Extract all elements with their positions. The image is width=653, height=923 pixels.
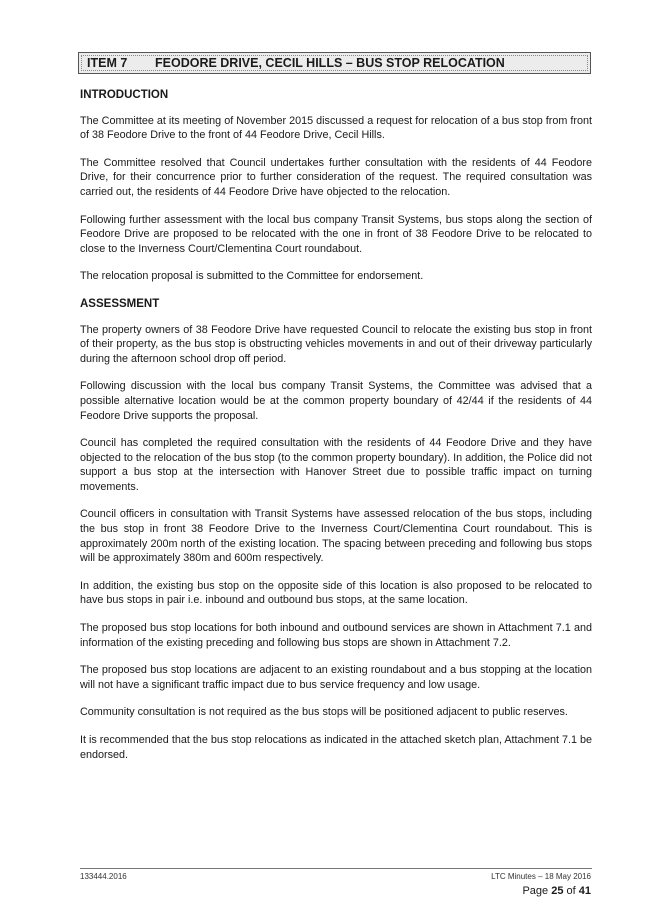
footer-reference: 133444.2016 [80,872,127,881]
document-body [80,88,592,775]
section-heading-introduction: INTRODUCTION [80,89,169,101]
paragraph: The Committee at its meeting of November 2015 discussed a request for relocation of a bus stop from front of 38 Feodore Drive to the front of 44 Feodore Drive, Cecil Hills. [80,114,592,142]
paragraph: Following further assessment with the local bus company Transit Systems, bus stops along the section of Feodore Drive are proposed to be relocated with the one in front of 38 Feodore Drive to be relocated to close to the Inverness Court/Clementina Court roundabout. [80,213,592,255]
section-heading-assessment: ASSESSMENT [80,297,160,310]
paragraph: Community consultation is not required as the bus stops will be positioned adjacent to public reserves. [80,706,568,719]
item-number: ITEM 7 [87,56,128,70]
page-prefix: Page [522,885,552,897]
paragraph: The relocation proposal is submitted to the Committee for endorsement. [80,270,424,283]
paragraph: Council officers in consultation with Transit Systems have assessed relocation of the bus stops, including the bus stop in front 38 Feodore Drive to the Inverness Court/Clementina Court roundabout. This is approximately 200m north of the existing location. The spacing between preceding and following bus stops will be approximately 380m and 600m respectively. [80,508,592,565]
paragraph: Following discussion with the local bus company Transit Systems, the Committee was advised that a possible alternative location would be at the common property boundary of 42/44 if the residents of 44 Feodore Drive supports the proposal. [80,380,592,422]
page-current: 25 [551,885,564,897]
paragraph: In addition, the existing bus stop on the opposite side of this location is also proposed to be relocated to have bus stops in pair i.e. inbound and outbound bus stops, at the same location. [80,579,592,607]
page-number [522,885,591,897]
item-header-box [78,52,591,74]
paragraph: Council has completed the required consultation with the residents of 44 Feodore Drive and they have objected to the relocation of the bus stop (to the common property boundary). In addition, the Police did not support a bus stop at the intersection with Hanover Street due to possible traffic impact on turning movements. [80,437,592,493]
paragraph: The property owners of 38 Feodore Drive have requested Council to relocate the existing bus stop in front of their property, as the bus stop is obstructing vehicles movements in and out of their driveway particularly during the afternoon school drop off period. [80,323,592,365]
page-total: 41 [578,885,591,897]
paragraph: The Committee resolved that Council undertakes further consultation with the residents of 44 Feodore Drive, for their concurrence prior to further consideration of the request. The required consultation was carried out, the residents of 44 Feodore Drive have objected to the relocation. [80,156,592,198]
paragraph: The proposed bus stop locations for both inbound and outbound services are shown in Attachment 7.1 and information of the existing preceding and following bus stops are shown in Attachment 7.2. [80,622,592,649]
page-of: of [563,885,579,897]
item-title: FEODORE DRIVE, CECIL HILLS – BUS STOP RELOCATION [155,56,505,70]
footer-minutes-date: LTC Minutes – 18 May 2016 [491,872,591,881]
footer-divider [80,868,592,869]
paragraph: The proposed bus stop locations are adjacent to an existing roundabout and a bus stopping at the location will not have a significant traffic impact due to bus service frequency and low usage. [80,664,592,691]
paragraph: It is recommended that the bus stop relocations as indicated in the attached sketch plan, Attachment 7.1 be endorsed. [80,734,592,761]
